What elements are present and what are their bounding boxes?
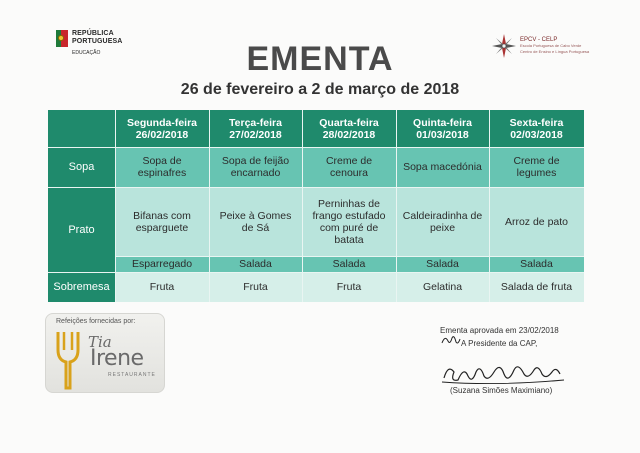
caterer-brand-line-1: Tia [88,333,112,351]
day-date: 27/02/2018 [229,128,282,141]
caterer-brand-line-3: RESTAURANTE [108,372,156,378]
epcv-line-2: Escola Portuguesa de Cabo Verde [520,43,582,48]
menu-table [48,110,584,302]
caterer-label: Refeições fornecidas por: [56,318,136,325]
side-dish-cell: Salada [396,256,489,272]
side-dish-cell: Salada [489,256,584,272]
row-label-sopa: Sopa [48,147,115,187]
prato-cell: Caldeiradinha de peixe [396,187,489,256]
day-date: 02/03/2018 [510,128,563,141]
corner-cell [48,110,115,147]
column-divider [302,110,303,302]
column-divider [115,110,116,302]
sopa-cell: Sopa de espinafres [115,147,209,187]
sobremesa-cell: Fruta [209,272,302,302]
day-name: Sexta-feira [509,116,564,129]
epcv-line-1: EPCV - CELP [520,37,558,43]
day-date: 28/02/2018 [322,128,376,141]
caterer-brand-line-2: Irene [90,346,144,371]
sopa-cell: Sopa macedónia [396,147,489,187]
prato-cell: Bifanas com esparguete [115,187,209,256]
side-dish-cell: Salada [302,256,396,272]
column-divider [209,110,210,302]
row-divider [115,256,584,257]
initials-signature [440,333,462,347]
day-header [302,110,396,147]
day-name: Terça-feira [229,116,282,129]
approval-date: Ementa aprovada em 23/02/2018 [440,326,559,335]
day-header [489,110,584,147]
row-label-prato: Prato [48,187,115,272]
day-date: 01/03/2018 [416,128,469,141]
sobremesa-cell: Salada de fruta [489,272,584,302]
day-name: Quarta-feira [319,116,379,129]
side-dish-cell: Esparregado [115,256,209,272]
sobremesa-cell: Gelatina [396,272,489,302]
sopa-cell: Creme de legumes [489,147,584,187]
row-label-sobremesa: Sobremesa [48,272,115,302]
prato-cell: Peixe à Gomes de Sá [209,187,302,256]
day-header [115,110,209,147]
sobremesa-cell: Fruta [302,272,396,302]
column-divider [396,110,397,302]
caterer-logo-box [45,313,165,393]
side-dish-cell: Salada [209,256,302,272]
prato-cell: Perninhas de frango estufado com puré de batata [302,187,396,256]
epcv-line-3: Centro de Ensino e Língua Portuguesa [520,49,590,54]
logo-line-1: REPÚBLICA [72,30,114,37]
signatory-name: (Suzana Simões Maximiano) [450,386,553,395]
approval-role: A Presidente da CAP, [461,339,538,348]
row-divider [48,187,584,188]
row-divider [48,147,584,148]
handwritten-signature [438,358,568,388]
day-name: Segunda-feira [126,116,197,129]
logo-line-2: PORTUGUESA [72,38,123,45]
day-header [209,110,302,147]
prato-cell: Arroz de pato [489,187,584,256]
sopa-cell: Creme de cenoura [302,147,396,187]
column-divider [489,110,490,302]
row-divider [48,272,584,273]
logo-line-3: EDUCAÇÃO [72,50,101,56]
date-range-subtitle: 26 de fevereiro a 2 de março de 2018 [180,81,460,98]
day-header [396,110,489,147]
day-date: 26/02/2018 [135,128,189,141]
fork-icon [54,330,80,390]
sobremesa-cell: Fruta [115,272,209,302]
page-title: EMENTA [246,40,394,78]
sopa-cell: Sopa de feijão encarnado [209,147,302,187]
day-name: Quinta-feira [413,116,472,129]
